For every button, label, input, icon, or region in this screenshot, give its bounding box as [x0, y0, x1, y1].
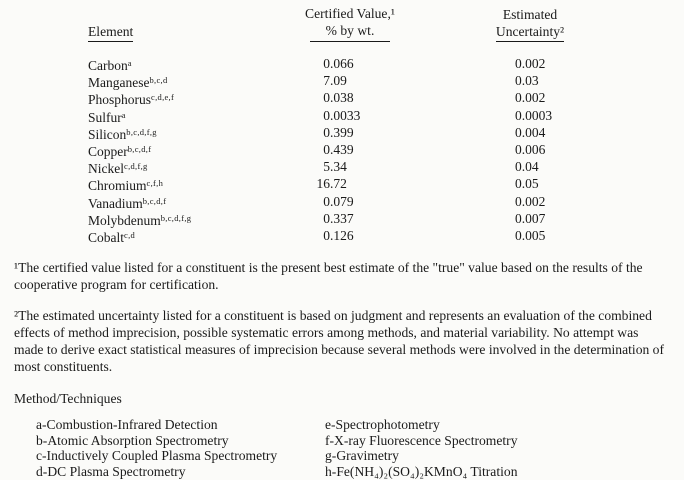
method-reference-superscript: c,f,h	[146, 178, 164, 189]
certified-value-column-header: Certified Value,¹	[305, 6, 395, 21]
table-row	[14, 142, 670, 159]
certified-value-integer: 0	[323, 56, 330, 71]
element-name: Sulfur$^a$	[88, 109, 126, 125]
certified-value-integer: 7	[323, 73, 330, 89]
table-row	[14, 90, 670, 107]
element-name: Manganese$^{b,c,d}$	[88, 75, 168, 91]
table-row	[14, 125, 670, 142]
uncertainty-value: 0.0003	[515, 107, 553, 123]
element-name: Nickel$^{c,d,f,g}$	[88, 161, 148, 177]
table-row	[14, 228, 670, 245]
certified-value-fraction: .72	[330, 176, 347, 192]
methods-right-column	[325, 417, 518, 479]
certified-value-fraction: .34	[330, 159, 347, 175]
certified-value-integer: 0	[323, 228, 330, 244]
table-row	[14, 108, 670, 125]
method-reference-superscript: b,c,d,f,g	[126, 126, 157, 137]
footnote-1: ¹The certified value listed for a constituent is the present best estimate of the "true" value based on the results of the cooperative program for certification.	[14, 260, 643, 293]
method-reference-superscript: c,d,f,g	[124, 161, 148, 172]
certified-value-fraction: .066	[330, 56, 354, 71]
table-row	[14, 73, 670, 90]
certified-value-fraction: .399	[330, 124, 354, 140]
table-row	[14, 211, 670, 228]
certified-value-integer: 0	[323, 107, 330, 123]
certified-value-fraction: .079	[330, 193, 354, 209]
estimated-column-header: Estimated	[502, 7, 558, 22]
certified-value-integer: 0	[323, 142, 330, 158]
element-name: Molybdenum$^{b,c,d,f,g}$	[88, 212, 192, 228]
table-row	[14, 194, 670, 211]
method-reference-superscript: b,c,d,f	[127, 144, 152, 155]
table-row	[14, 159, 670, 176]
uncertainty-value: 0.002	[515, 90, 546, 106]
certified-value-fraction: .337	[330, 210, 354, 226]
element-name: Chromium$^{c,f,h}$	[88, 178, 164, 194]
certified-value-fraction: .0033	[330, 107, 361, 123]
method-reference-superscript: a	[127, 58, 132, 68]
element-name: Cobalt$^{c,d}$	[88, 230, 136, 246]
uncertainty-value: 0.002	[515, 193, 546, 209]
table-header	[14, 6, 670, 42]
methods-left-column	[36, 417, 325, 479]
table-row	[14, 56, 670, 73]
element-name: Silicon$^{b,c,d,f,g}$	[88, 126, 157, 142]
method-item: e-Spectrophotometry	[325, 417, 440, 433]
certified-value-integer: 0	[323, 193, 330, 209]
certified-value-fraction: .126	[330, 228, 354, 244]
certified-value-integer: 0	[323, 124, 330, 140]
uncertainty-value: 0.006	[515, 142, 546, 158]
certified-value-fraction: .09	[330, 73, 347, 89]
method-reference-superscript: b,c,d	[149, 75, 168, 86]
method-item: g-Gravimetry	[325, 448, 399, 464]
certified-value-fraction: .439	[330, 142, 354, 158]
uncertainty-value: 0.007	[515, 210, 546, 226]
table-row	[14, 176, 670, 193]
percent-by-weight-subheader: % by wt.	[310, 23, 391, 42]
method-item: h-Fe(NH₄)₂(SO₄)₂KMnO₄ Titration	[325, 464, 518, 480]
element-column-header: Element	[88, 24, 133, 42]
element-name: Carbon$^a$	[88, 58, 132, 73]
footnote-2: ²The estimated uncertainty listed for a constituent is based on judgment and represents an evaluation of the combined effects of method imprecision, possible systematic errors among methods, and material variability. No attempt was made to derive exact statistical measures of imprecision because several methods were involved in the determination of most constituents.	[14, 308, 665, 375]
method-item: f-X-ray Fluorescence Spectrometry	[325, 432, 518, 448]
uncertainty-value: 0.002	[515, 56, 546, 71]
methods-heading: Method/Techniques	[14, 391, 122, 407]
uncertainty-column-header: Uncertainty²	[496, 24, 564, 42]
uncertainty-value: 0.03	[515, 73, 539, 89]
method-item: d-DC Plasma Spectrometry	[36, 464, 186, 480]
certified-values-table	[14, 56, 670, 245]
certified-value-fraction: .038	[330, 90, 354, 106]
method-item: c-Inductively Coupled Plasma Spectrometry	[36, 448, 278, 464]
method-item: b-Atomic Absorption Spectrometry	[36, 432, 229, 448]
uncertainty-value: 0.04	[515, 159, 539, 175]
method-reference-superscript: a	[121, 109, 126, 120]
certified-value-integer: 5	[323, 159, 330, 175]
uncertainty-value: 0.005	[515, 228, 546, 244]
method-item: a-Combustion-Infrared Detection	[36, 417, 218, 433]
element-name: Phosphorus$^{c,d,e,f}$	[88, 92, 175, 108]
method-reference-superscript: c,d	[124, 230, 136, 241]
certified-value-integer: 0	[323, 210, 330, 226]
method-reference-superscript: b,c,d,f,g	[160, 212, 192, 223]
element-name: Vanadium$^{b,c,d,f}$	[88, 195, 167, 211]
element-name: Copper$^{b,c,d,f}$	[88, 144, 152, 160]
method-reference-superscript: b,c,d,f	[142, 195, 167, 206]
uncertainty-value: 0.05	[515, 176, 539, 192]
uncertainty-value: 0.004	[515, 124, 546, 140]
methods-list	[36, 417, 670, 479]
method-reference-superscript: c,d,e,f	[151, 92, 175, 103]
certified-value-integer: 0	[323, 90, 330, 106]
certified-value-integer: 16	[316, 176, 330, 192]
